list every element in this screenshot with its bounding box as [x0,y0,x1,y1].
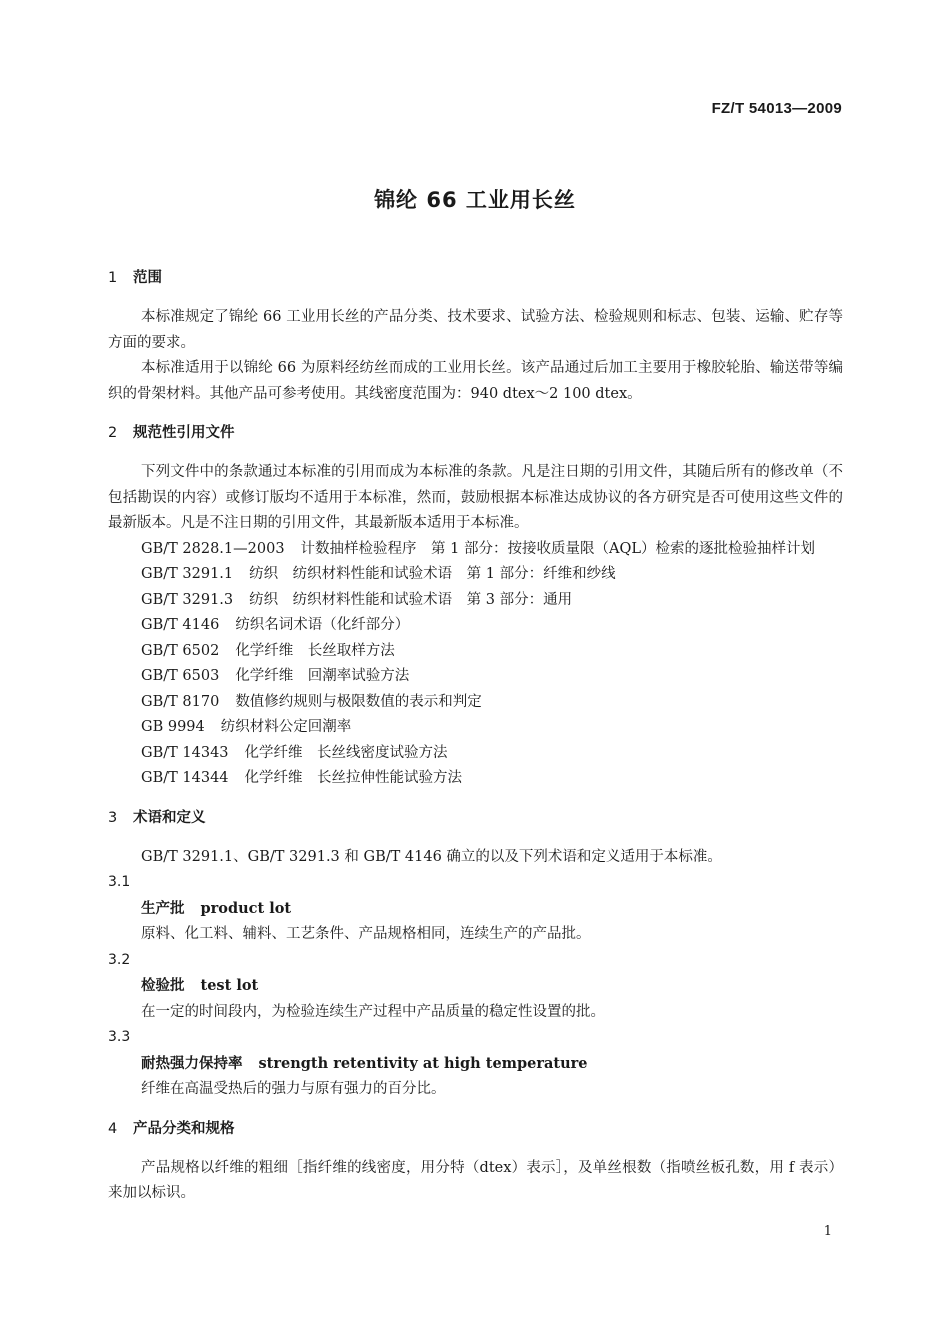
term-name [108,896,843,923]
reference-code: GB 9994 [141,719,205,735]
standard-number: FZ/T 54013—2009 [711,100,842,117]
section-number: 1 [108,270,118,286]
section-heading [108,806,843,831]
term-number: 3.2 [108,951,131,968]
reference-code: GB/T 8170 [141,693,220,710]
document-title: 锦纶 66 工业用长丝 [374,188,576,212]
reference-title: 化学纤维 长丝取样方法 [235,642,395,659]
reference-code: GB/T 6503 [141,668,220,684]
document-body [108,266,843,1217]
section-scope [108,266,843,407]
term-definition: 纤维在高温受热后的强力与原有强力的百分比。 [141,1081,446,1097]
reference-title: 化学纤维 长丝拉伸性能试验方法 [244,770,463,786]
reference-title: 纺织名词术语（化纤部分） [235,617,410,633]
reference-item [108,537,843,563]
section-number: 2 [108,425,118,441]
reference-code: GB/T 4146 [141,617,220,633]
reference-code: GB/T 3291.3 [141,591,234,608]
reference-code: GB/T 3291.1 [141,566,234,582]
reference-title: 纺织材料公定回潮率 [220,719,352,735]
reference-title: 化学纤维 回潮率试验方法 [235,668,410,684]
reference-item [108,562,843,588]
reference-item [108,690,843,716]
term-name-en: product lot [200,899,292,917]
term-name-zh: 检验批 [141,978,185,994]
term-definition: 在一定的时间段内，为检验连续生产过程中产品质量的稳定性设置的批。 [141,1003,605,1020]
term-number: 3.3 [108,1029,131,1045]
reference-list [108,537,843,792]
term-name-en: strength retentivity at high temperature [258,1054,588,1072]
section-heading [108,421,843,446]
section-number: 3 [108,809,118,826]
reference-title: 计数抽样检验程序 第 1 部分：按接收质量限（AQL）检索的逐批检验抽样计划 [300,540,815,557]
reference-title: 纺织 纺织材料性能和试验术语 第 1 部分：纤维和纱线 [249,566,616,582]
reference-item [108,766,843,792]
reference-code: GB/T 6502 [141,642,220,659]
term-name [108,973,843,1000]
paragraph: 本标准规定了锦纶 66 工业用长丝的产品分类、技术要求、试验方法、检验规则和标志、包装、运输、贮存等方面的要求。 [108,309,843,351]
section-title: 产品分类和规格 [133,1120,235,1137]
term-name [108,1051,843,1078]
section-title: 规范性引用文件 [133,425,235,441]
reference-item [108,613,843,639]
reference-code: GB/T 14344 [141,770,229,786]
term-definition: 原料、化工料、辅料、工艺条件、产品规格相同，连续生产的产品批。 [141,926,591,942]
section-classification [108,1117,843,1207]
reference-item [108,664,843,690]
reference-item [108,741,843,767]
reference-title: 纺织 纺织材料性能和试验术语 第 3 部分：通用 [249,591,573,608]
reference-code: GB/T 2828.1—2003 [141,540,285,557]
paragraph: 本标准适用于以锦纶 66 为原料经纺丝而成的工业用长丝。该产品通过后加工主要用于橡胶轮胎、输送带等编织的骨架材料。其他产品可参考使用。其线密度范围为：940 dtex～2 100 dtex。 [108,360,843,402]
section-normative-references [108,421,843,792]
section-heading [108,266,843,291]
reference-item [108,588,843,614]
term-name-en: test lot [200,977,259,994]
paragraph: 产品规格以纤维的粗细［指纤维的线密度，用分特（dtex）表示］，及单丝根数（指喷丝板孔数，用 f 表示）来加以标识。 [108,1159,843,1201]
paragraph: GB/T 3291.1、GB/T 3291.3 和 GB/T 4146 确立的以及下列术语和定义适用于本标准。 [141,848,722,865]
section-title: 范围 [133,270,162,286]
section-number: 4 [108,1120,118,1137]
section-heading [108,1117,843,1142]
section-title: 术语和定义 [133,809,206,826]
page-number: 1 [823,1224,832,1239]
term-number: 3.1 [108,874,131,890]
section-terms-definitions [108,806,843,1103]
reference-item [108,639,843,665]
reference-title: 化学纤维 长丝线密度试验方法 [244,744,448,761]
paragraph: 下列文件中的条款通过本标准的引用而成为本标准的条款。凡是注日期的引用文件，其随后所有的修改单（不包括勘误的内容）或修订版均不适用于本标准，然而，鼓励根据本标准达成协议的各方研究是否可使用这些文件的最新版本。凡是不注日期的引用文件，其最新版本适用于本标准。 [108,464,843,531]
reference-title: 数值修约规则与极限数值的表示和判定 [235,693,482,710]
term-name-zh: 生产批 [141,900,185,917]
reference-item [108,715,843,741]
term-name-zh: 耐热强力保持率 [141,1055,243,1072]
reference-code: GB/T 14343 [141,744,229,761]
